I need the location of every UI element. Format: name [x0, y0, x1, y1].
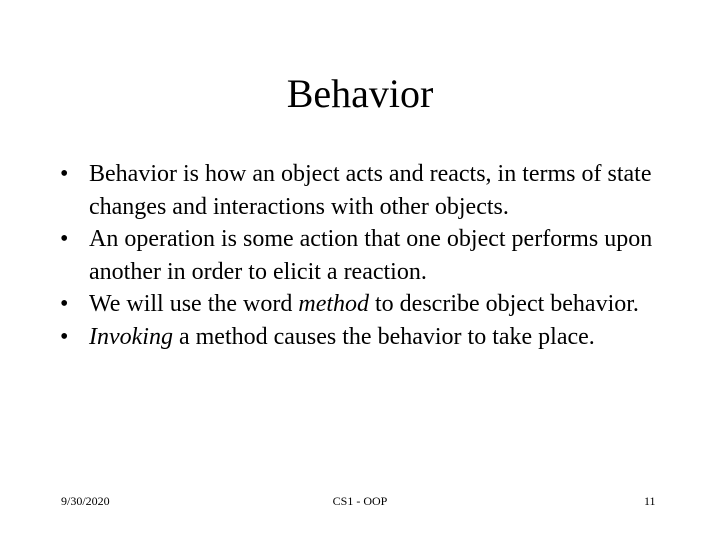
bullet-text-segment: We will use the word — [89, 291, 299, 317]
bullet-text-emphasis: Invoking — [89, 323, 173, 350]
bullet-glyph: • — [60, 226, 69, 252]
bullet-text-segment: a method causes the behavior to take place. — [172, 323, 595, 350]
bullet-item — [60, 321, 700, 354]
bullet-glyph: • — [60, 323, 69, 350]
bullet-item — [60, 223, 700, 288]
bullet-glyph: • — [60, 291, 69, 317]
footer-center-text: CS1 - OOP — [332, 494, 388, 508]
footer-center — [0, 493, 720, 509]
bullet-text-segment: An operation is some action that one object performs upon another in order to elicit a reaction. — [89, 226, 653, 285]
slide-title-text: Behavior — [286, 71, 434, 116]
bullet-text-segment: to describe object behavior. — [369, 291, 639, 317]
bullet-item — [60, 158, 700, 223]
bullet-text — [89, 226, 652, 285]
bullet-list — [60, 158, 700, 353]
bullet-text — [89, 161, 652, 220]
bullet-text — [89, 324, 595, 350]
footer-page-number: 11 — [644, 494, 656, 508]
footer-date: 9/30/2020 — [61, 494, 110, 508]
bullet-text-segment: Behavior is how an object acts and reacts, in terms of state changes and interactions with other objects. — [89, 161, 652, 220]
slide-title — [0, 70, 720, 118]
bullet-text-emphasis: method — [298, 291, 370, 317]
bullet-text — [89, 291, 639, 317]
bullet-glyph: • — [60, 161, 69, 187]
bullet-item — [60, 288, 700, 321]
